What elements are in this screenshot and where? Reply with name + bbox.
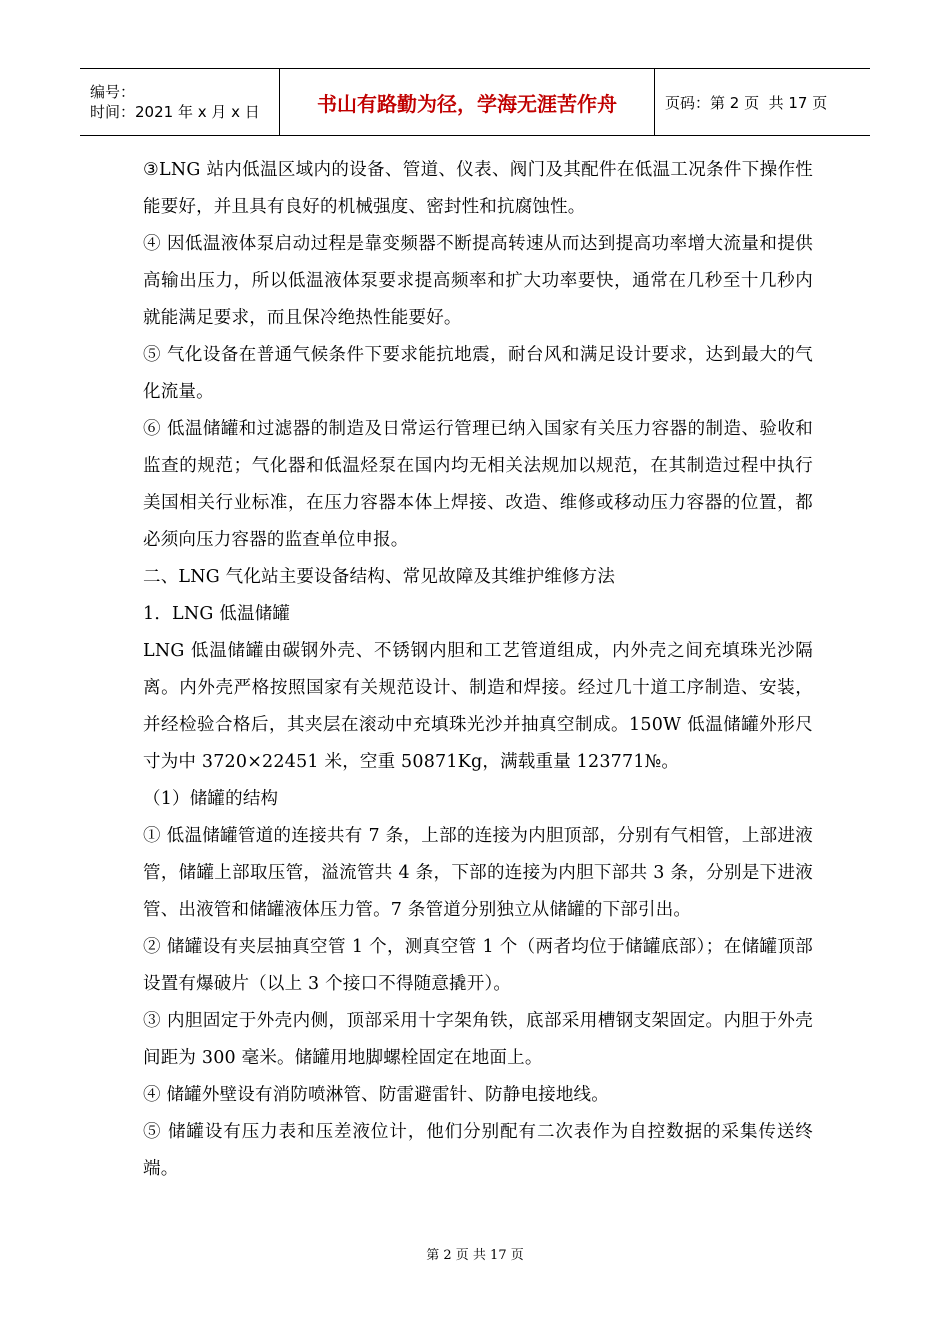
footer-page-number: 第 2 页 共 17 页 (426, 1248, 524, 1263)
paragraph: ⑥ 低温储罐和过滤器的制造及日常运行管理已纳入国家有关压力容器的制造、验收和监查的规范；气化器和低温烃泵在国内均无相关法规加以规范，在其制造过程中执行美国相关行业标准，在压力容器本体上焊接、改造、维修或移动压力容器的位置，都必须向压力容器的监查单位申报。 (143, 419, 813, 550)
section-heading: 二、LNG 气化站主要设备结构、常见故障及其维护维修方法 (143, 567, 616, 587)
paragraph: ⑤ 储罐设有压力表和压差液位计，他们分别配有二次表作为自控数据的采集传送终端。 (143, 1122, 813, 1179)
paragraph: ① 低温储罐管道的连接共有 7 条，上部的连接为内胆顶部，分别有气相管，上部进液管，储罐上部取压管，溢流管共 4 条，下部的连接为内胆下部共 3 条，分别是下进液管、出液管和储罐液体压力管。7 条管道分别独立从储罐的下部引出。 (143, 826, 813, 920)
header-meta (80, 69, 280, 135)
header-motto: 书山有路勤为径，学海无涯苦作舟 (317, 91, 617, 116)
doc-time-label: 时间：2021 年 x 月 x 日 (90, 103, 260, 121)
paragraph: ④ 因低温液体泵启动过程是靠变频器不断提高转速从而达到提高功率增大流量和提供高输出压力，所以低温液体泵要求提高频率和扩大功率要快，通常在几秒至十几秒内就能满足要求，而且保冷绝热性能要好。 (143, 234, 813, 328)
document-body (143, 152, 813, 1188)
subsection-heading: 1．LNG 低温储罐 (143, 604, 291, 624)
paragraph: ⑤ 气化设备在普通气候条件下要求能抗地震，耐台风和满足设计要求，达到最大的气化流量。 (143, 345, 813, 402)
header-motto-cell (280, 69, 655, 135)
subsection-heading: （1）储罐的结构 (143, 789, 279, 809)
paragraph: ④ 储罐外壁设有消防喷淋管、防雷避雷针、防静电接地线。 (143, 1085, 609, 1105)
page-footer (0, 1244, 950, 1263)
paragraph: ③LNG 站内低温区域内的设备、管道、仪表、阀门及其配件在低温工况条件下操作性能要好，并且具有良好的机械强度、密封性和抗腐蚀性。 (143, 160, 813, 217)
paragraph: LNG 低温储罐由碳钢外壳、不锈钢内胆和工艺管道组成，内外壳之间充填珠光沙隔离。内外壳严格按照国家有关规范设计、制造和焊接。经过几十道工序制造、安装，并经检验合格后，其夹层在滚动中充填珠光沙并抽真空制成。150W 低温储罐外形尺寸为中 3720×22451 米，空重 50871Kg，满载重量 123771№。 (143, 641, 813, 772)
header-page-number: 页码：第 2 页 共 17 页 (665, 93, 828, 112)
doc-code-label: 编号： (90, 83, 136, 101)
paragraph: ③ 内胆固定于外壳内侧，顶部采用十字架角铁，底部采用槽钢支架固定。内胆于外壳间距为 300 毫米。储罐用地脚螺栓固定在地面上。 (143, 1011, 813, 1068)
header-page-cell (655, 69, 870, 135)
paragraph: ② 储罐设有夹层抽真空管 1 个，测真空管 1 个（两者均位于储罐底部）；在储罐顶部设置有爆破片（以上 3 个接口不得随意撬开）。 (143, 937, 813, 994)
page-header (80, 68, 870, 136)
